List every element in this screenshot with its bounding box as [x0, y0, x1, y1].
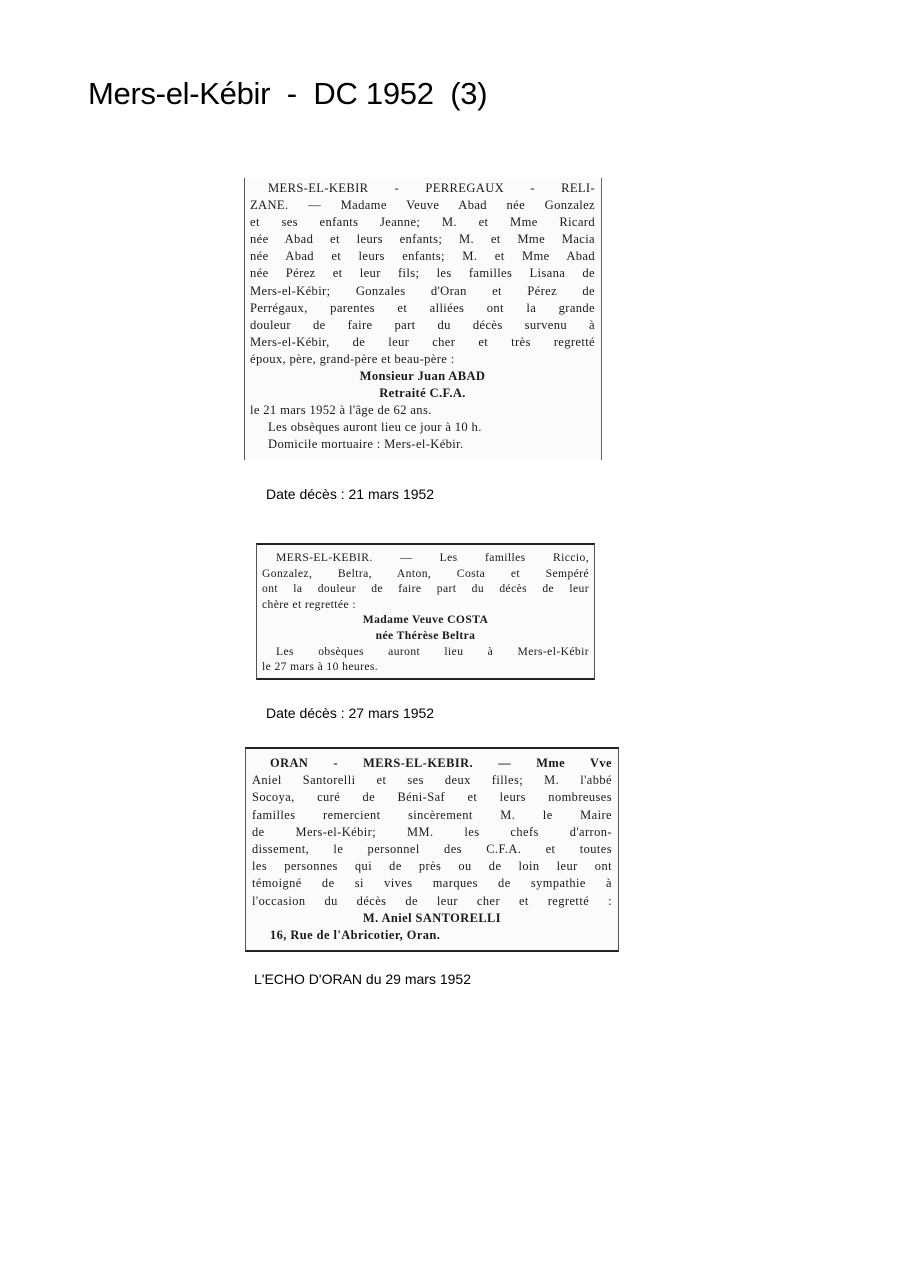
- clipping-line: Les obsèques auront lieu à Mers-el-Kébir: [276, 644, 589, 658]
- newspaper-clipping-abad: [244, 178, 602, 460]
- clipping-line: née Pérez et leur fils; les familles Lisana de: [250, 266, 595, 281]
- page-title: Mers-el-Kébir - DC 1952 (3): [88, 76, 488, 111]
- clipping-line: chère et regrettée :: [262, 597, 356, 611]
- deceased-name: Monsieur Juan ABAD: [359, 369, 486, 384]
- clipping-line: témoigné de si vives marques de sympathie à: [252, 876, 612, 891]
- clipping-line: MERS-EL-KEBIR. — Les familles Riccio,: [276, 551, 589, 564]
- newspaper-clipping-santorelli: [245, 747, 619, 952]
- clipping-line: MERS-EL-KEBIR - PERREGAUX - RELI-: [268, 181, 595, 195]
- clipping-line: les personnes qui de près ou de loin leur ont: [252, 859, 612, 874]
- clipping-line: douleur de faire part du décès survenu à: [250, 317, 595, 332]
- clipping-line: le 27 mars à 10 heures.: [262, 660, 379, 674]
- clipping-line: le 21 mars 1952 à l'âge de 62 ans.: [250, 403, 432, 418]
- clipping-address: 16, Rue de l'Abricotier, Oran.: [270, 928, 441, 943]
- clipping-line: Perrégaux, parentes et alliées ont la grande: [250, 300, 595, 315]
- clipping-line: née Abad et leurs enfants; M. et Mme Abad: [250, 249, 595, 264]
- clipping-line: Domicile mortuaire : Mers-el-Kébir.: [268, 437, 464, 452]
- deceased-name: M. Aniel SANTORELLI: [362, 910, 502, 925]
- caption-death-date-1: Date décès : 21 mars 1952: [266, 486, 435, 502]
- clipping-line: époux, père, grand-père et beau-père :: [250, 351, 455, 366]
- deceased-birth-name: née Thérèse Beltra: [375, 628, 476, 642]
- clipping-line: ZANE. — Madame Veuve Abad née Gonzalez: [250, 198, 595, 213]
- clipping-line: et ses enfants Jeanne; M. et Mme Ricard: [250, 215, 595, 230]
- clipping-line: ont la douleur de faire part du décès de leur: [262, 582, 589, 596]
- clipping-line: l'occasion du décès de leur cher et regretté :: [252, 893, 612, 908]
- caption-source: L'ECHO D'ORAN du 29 mars 1952: [254, 971, 471, 987]
- clipping-line: de Mers-el-Kébir; MM. les chefs d'arron-: [252, 824, 612, 839]
- clipping-line: née Abad et leurs enfants; M. et Mme Macia: [250, 232, 595, 247]
- clipping-line: familles remercient sincèrement M. le Maire: [252, 807, 612, 822]
- clipping-line: Les obsèques auront lieu ce jour à 10 h.: [268, 420, 482, 435]
- clipping-line: Mers-el-Kébir; Gonzales d'Oran et Pérez de: [250, 283, 595, 298]
- clipping-line: Gonzalez, Beltra, Anton, Costa et Sempéré: [262, 566, 589, 580]
- caption-death-date-2: Date décès : 27 mars 1952: [266, 705, 435, 721]
- deceased-title: Retraité C.F.A.: [379, 386, 466, 401]
- clipping-line: dissement, le personnel des C.F.A. et toutes: [252, 842, 612, 857]
- clipping-line: Aniel Santorelli et ses deux filles; M. l'abbé: [252, 773, 612, 788]
- clipping-line: Mers-el-Kébir, de leur cher et très regretté: [250, 334, 595, 349]
- newspaper-clipping-costa: [256, 543, 595, 680]
- clipping-line: Socoya, curé de Béni-Saf et leurs nombreuses: [252, 790, 612, 805]
- clipping-line: ORAN - MERS-EL-KEBIR. — Mme Vve: [270, 756, 612, 770]
- deceased-name: Madame Veuve COSTA: [362, 613, 489, 627]
